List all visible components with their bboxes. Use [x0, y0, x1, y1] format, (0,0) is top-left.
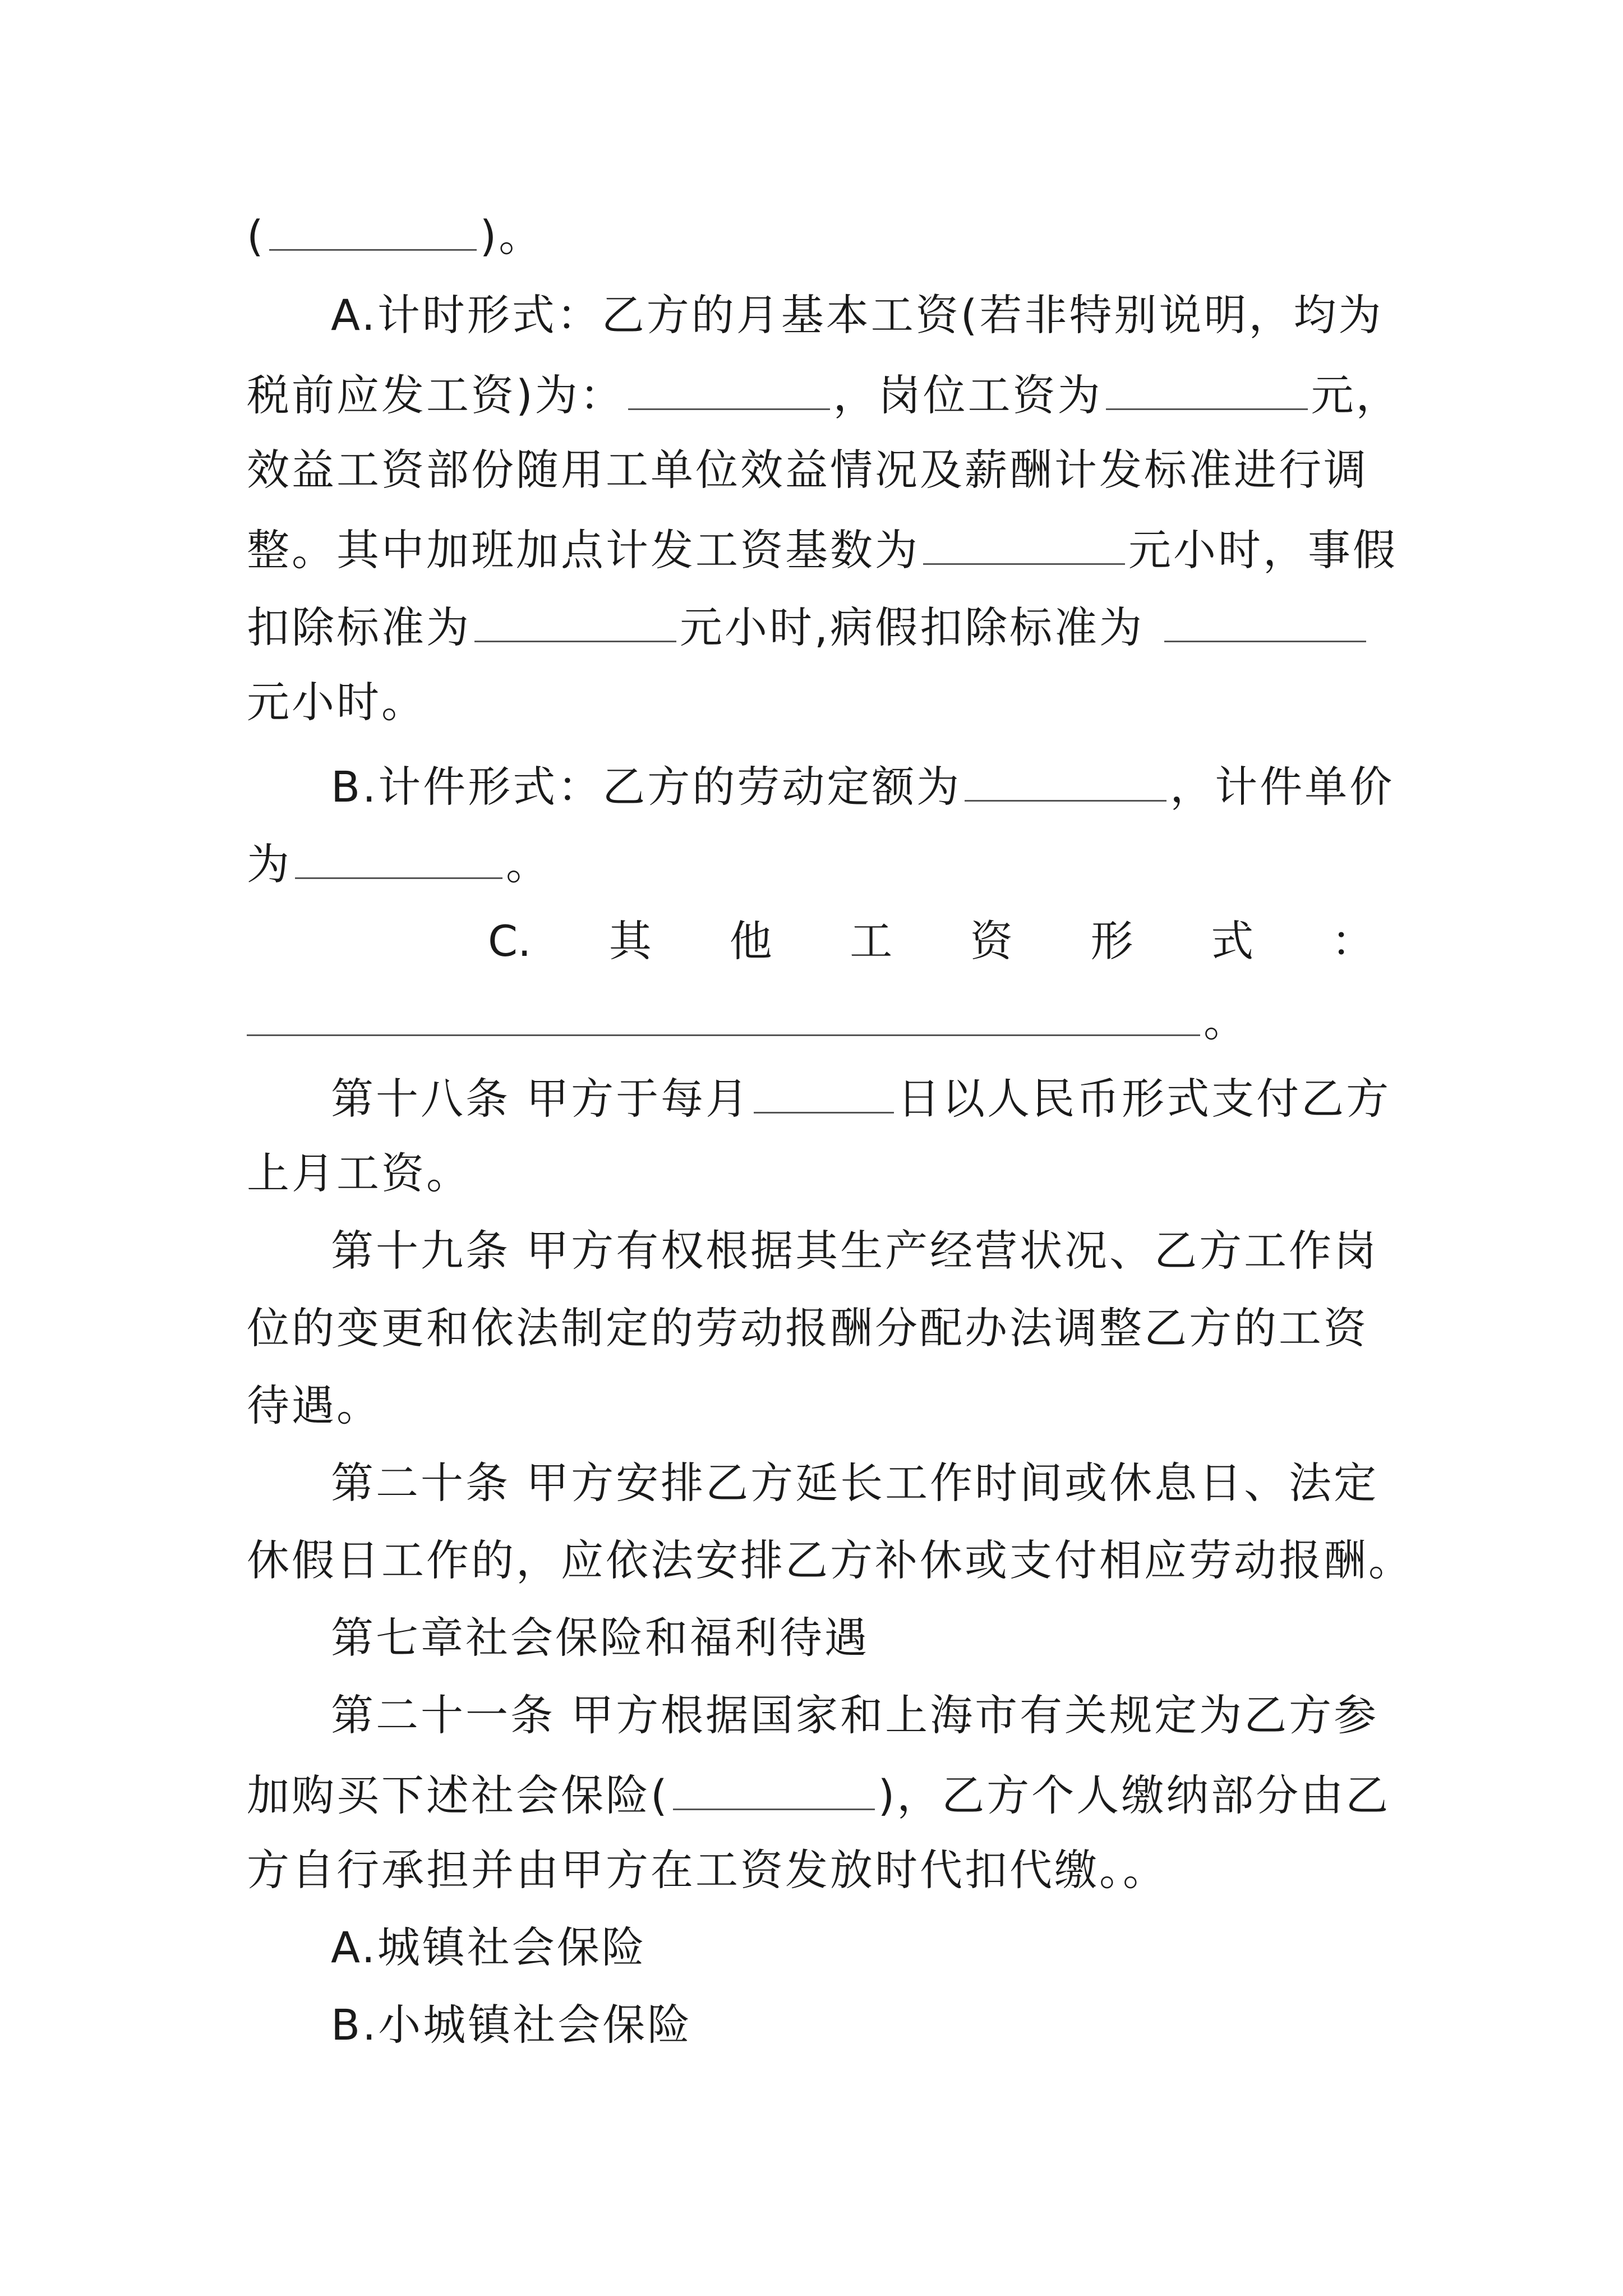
text-fragment: 加购买下述社会保险(	[247, 1770, 670, 1820]
paragraph-line	[247, 370, 1401, 420]
text-fragment: 。	[506, 839, 551, 889]
paragraph-line	[247, 996, 1248, 1046]
text-fragment: (	[247, 211, 266, 261]
text-fragment: ：	[1331, 916, 1374, 966]
text-fragment: 第十九条 甲方有权根据其生产经营状况、乙方工作岗	[331, 1226, 1379, 1276]
text-fragment: 方自行承担并由甲方在工资发放时代扣代缴。。	[247, 1845, 1168, 1895]
fill-in-blank	[269, 212, 477, 251]
paragraph-line	[247, 677, 426, 727]
text-fragment: 整。其中加班加点计发工资基数为	[247, 525, 920, 575]
paragraph-line	[331, 762, 1395, 812]
text-fragment: 休假日工作的，应依法安排乙方补休或支付相应劳动报酬。	[247, 1535, 1413, 1585]
text-fragment: 形	[1090, 916, 1133, 966]
paragraph-line	[331, 1690, 1379, 1740]
option-line	[331, 1922, 647, 1972]
text-fragment: 位的变更和依法制定的劳动报酬分配办法调整乙方的工资	[247, 1303, 1368, 1353]
text-fragment: B.计件形式：乙方的劳动定额为	[331, 762, 962, 812]
paragraph-line	[247, 1148, 471, 1198]
text-fragment: 他	[729, 916, 772, 966]
fill-in-blank	[295, 840, 502, 879]
fill-in-blank	[247, 997, 1200, 1036]
chapter-heading	[331, 1613, 869, 1663]
paragraph-line	[247, 1770, 1391, 1820]
text-fragment: 第十八条 甲方于每月	[331, 1074, 751, 1124]
option-line	[331, 2000, 693, 2050]
paragraph-line	[247, 602, 1370, 652]
text-fragment: )，乙方个人缴纳部分由乙	[878, 1770, 1391, 1820]
fill-in-blank	[754, 1075, 894, 1114]
text-fragment: 第二十条 甲方安排乙方延长工作时间或休息日、法定	[331, 1458, 1379, 1508]
fill-in-blank	[1164, 604, 1366, 642]
text-fragment: 其	[608, 916, 652, 966]
fill-in-blank	[673, 1772, 875, 1810]
text-fragment: 上月工资。	[247, 1148, 471, 1198]
text-fragment: 扣除标准为	[247, 602, 471, 652]
text-fragment: C.	[488, 916, 532, 966]
paragraph-line	[247, 839, 551, 889]
text-fragment: A.城镇社会保险	[331, 1922, 647, 1972]
text-fragment: 元小时，事假	[1128, 525, 1398, 575]
paragraph-line	[247, 1535, 1413, 1585]
paragraph-line	[331, 1074, 1391, 1124]
text-fragment: B.小城镇社会保险	[331, 2000, 693, 2050]
text-fragment: 元小时。	[247, 677, 426, 727]
paragraph-line	[247, 211, 544, 261]
text-fragment: 为	[247, 839, 292, 889]
text-fragment: )。	[479, 211, 544, 261]
fill-in-blank	[965, 763, 1166, 802]
text-fragment: 日以人民币形式支付乙方	[897, 1074, 1391, 1124]
fill-in-blank	[1106, 371, 1308, 410]
paragraph-line	[247, 1381, 381, 1430]
text-fragment: 。	[1204, 996, 1248, 1046]
text-fragment: 效益工资部份随用工单位效益情况及薪酬计发标准进行调	[247, 445, 1368, 495]
paragraph-line	[331, 290, 1384, 340]
fill-in-blank	[474, 604, 676, 642]
text-fragment: A.计时形式：乙方的月基本工资(若非特别说明，均为	[331, 290, 1384, 340]
paragraph-line	[247, 1303, 1368, 1353]
text-fragment: ，计件单价	[1170, 762, 1395, 812]
text-fragment: 税前应发工资)为：	[247, 370, 625, 420]
text-fragment: 资	[970, 916, 1013, 966]
fill-in-blank	[923, 526, 1125, 565]
text-fragment: 元，	[1311, 370, 1401, 420]
fill-in-blank	[628, 371, 830, 410]
text-fragment: 第二十一条 甲方根据国家和上海市有关规定为乙方参	[331, 1690, 1379, 1740]
text-fragment: ，岗位工资为	[833, 370, 1103, 420]
paragraph-line	[331, 1226, 1379, 1276]
text-fragment: 式	[1211, 916, 1254, 966]
paragraph-line	[331, 1458, 1379, 1508]
paragraph-line	[247, 445, 1368, 495]
paragraph-line	[247, 525, 1398, 575]
text-fragment: 元小时,病假扣除标准为	[680, 602, 1145, 652]
text-fragment: 第七章社会保险和福利待遇	[331, 1613, 869, 1663]
spread-line	[488, 916, 1374, 966]
text-fragment: 待遇。	[247, 1381, 381, 1430]
paragraph-line	[247, 1845, 1168, 1895]
text-fragment: 工	[850, 916, 893, 966]
